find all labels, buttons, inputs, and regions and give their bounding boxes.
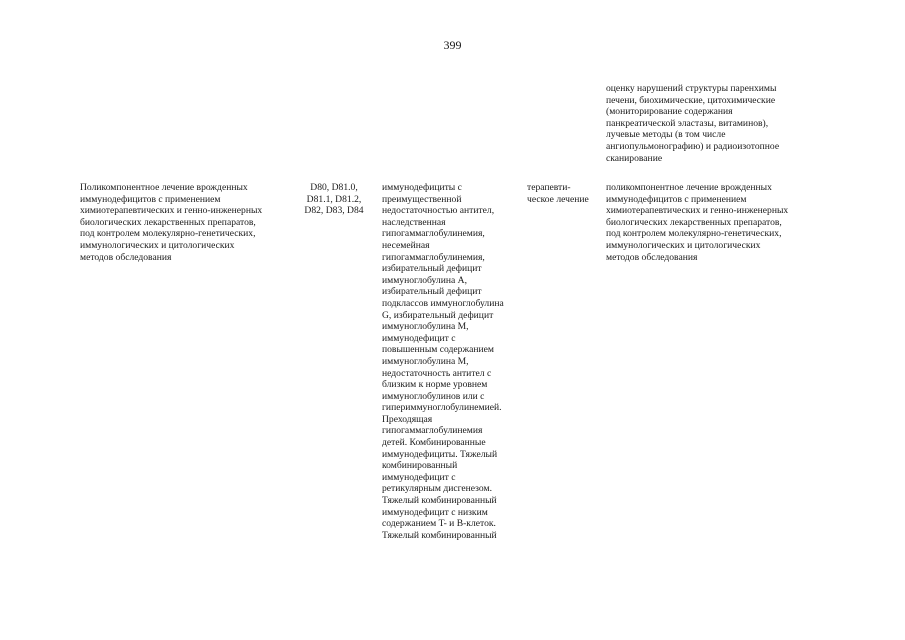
- text-line: иммунодефицитов с применением: [606, 193, 747, 205]
- text-line: D81.1, D81.2,: [306, 193, 362, 205]
- patient-model-cell: [382, 182, 517, 541]
- page-number: 399: [443, 38, 462, 52]
- text-line: иммуноглобулина M,: [382, 355, 469, 367]
- text-line: панкреатической эластазы, витаминов),: [606, 117, 769, 129]
- text-line: гипогаммаглобулинемия,: [382, 228, 485, 240]
- text-line: несемейная: [382, 239, 430, 251]
- text-line: повышенным содержанием: [382, 344, 494, 356]
- text-line: ретикулярным дисгенезом.: [382, 483, 492, 495]
- text-line: иммунодефицитов с применением: [80, 193, 221, 205]
- text-line: химиотерапевтических и генно-инженерных: [606, 205, 789, 217]
- text-line: биологических лекарственных препаратов,: [606, 216, 782, 228]
- text-line: G, избирательный дефицит: [382, 309, 494, 321]
- text-line: гипогаммаглобулинемия: [382, 425, 483, 437]
- text-line: Поликомпонентное лечение врожденных: [80, 182, 248, 193]
- text-line: под контролем молекулярно-генетических,: [80, 228, 256, 240]
- text-line: иммунодефициты. Тяжелый: [382, 448, 498, 460]
- text-line: наследственная: [382, 216, 446, 228]
- text-line: биологических лекарственных препаратов,: [80, 216, 256, 228]
- text-line: сканирование: [606, 152, 663, 164]
- text-line: методов обследования: [80, 251, 172, 263]
- text-line: иммуноглобулина A,: [382, 274, 467, 286]
- text-line: Тяжелый комбинированный: [382, 495, 497, 507]
- text-line: печени, биохимические, цитохимические: [606, 94, 776, 106]
- text-line: содержанием T- и B-клеток.: [382, 518, 496, 530]
- text-line: детей. Комбинированные: [382, 437, 486, 449]
- text-line: гипогаммаглобулинемия,: [382, 251, 485, 263]
- text-line: оценку нарушений структуры паренхимы: [606, 83, 777, 94]
- text-line: иммунодефицит с: [382, 471, 456, 483]
- text-line: преимущественной: [382, 193, 462, 205]
- treatment-type-cell: [527, 182, 605, 205]
- text-line: (мониторирование содержания: [606, 106, 733, 118]
- text-line: Тяжелый комбинированный: [382, 529, 497, 541]
- icd-codes-cell: [300, 182, 368, 217]
- text-line: под контролем молекулярно-генетических,: [606, 228, 782, 240]
- text-line: иммунодефициты с: [382, 182, 462, 193]
- text-line: иммуноглобулинов или с: [382, 390, 485, 402]
- text-line: поликомпонентное лечение врожденных: [606, 182, 772, 193]
- text-line: иммунодефицит с: [382, 332, 456, 344]
- text-line: иммунологических и цитологических: [80, 239, 235, 251]
- text-line: комбинированный: [382, 460, 458, 472]
- text-line: иммунологических и цитологических: [606, 239, 761, 251]
- text-line: ческое лечение: [527, 193, 589, 205]
- text-line: иммуноглобулина M,: [382, 321, 469, 333]
- text-line: недостаточность антител с: [382, 367, 492, 379]
- text-line: Преходящая: [382, 413, 433, 425]
- text-line: недостаточностью антител,: [382, 205, 495, 217]
- text-line: химиотерапевтических и генно-инженерных: [80, 205, 263, 217]
- text-line: близким к норме уровнем: [382, 379, 488, 391]
- text-line: терапевти-: [527, 182, 571, 193]
- text-line: избирательный дефицит: [382, 263, 482, 275]
- text-line: ангиопульмонографию) и радиоизотопное: [606, 140, 780, 152]
- text-line: D80, D81.0,: [310, 182, 358, 193]
- treatment-method-cell: [606, 182, 821, 263]
- text-line: иммунодефицит с низким: [382, 506, 488, 518]
- text-line: D82, D83, D84: [304, 205, 364, 217]
- text-line: избирательный дефицит: [382, 286, 482, 298]
- method-cell: [80, 182, 295, 263]
- text-line: гипериммуноглобулинемией.: [382, 402, 502, 414]
- text-line: подклассов иммуноглобулина: [382, 297, 504, 309]
- text-line: лучевые методы (в том числе: [606, 129, 726, 141]
- text-line: методов обследования: [606, 251, 698, 263]
- continuation-cell: [606, 83, 821, 164]
